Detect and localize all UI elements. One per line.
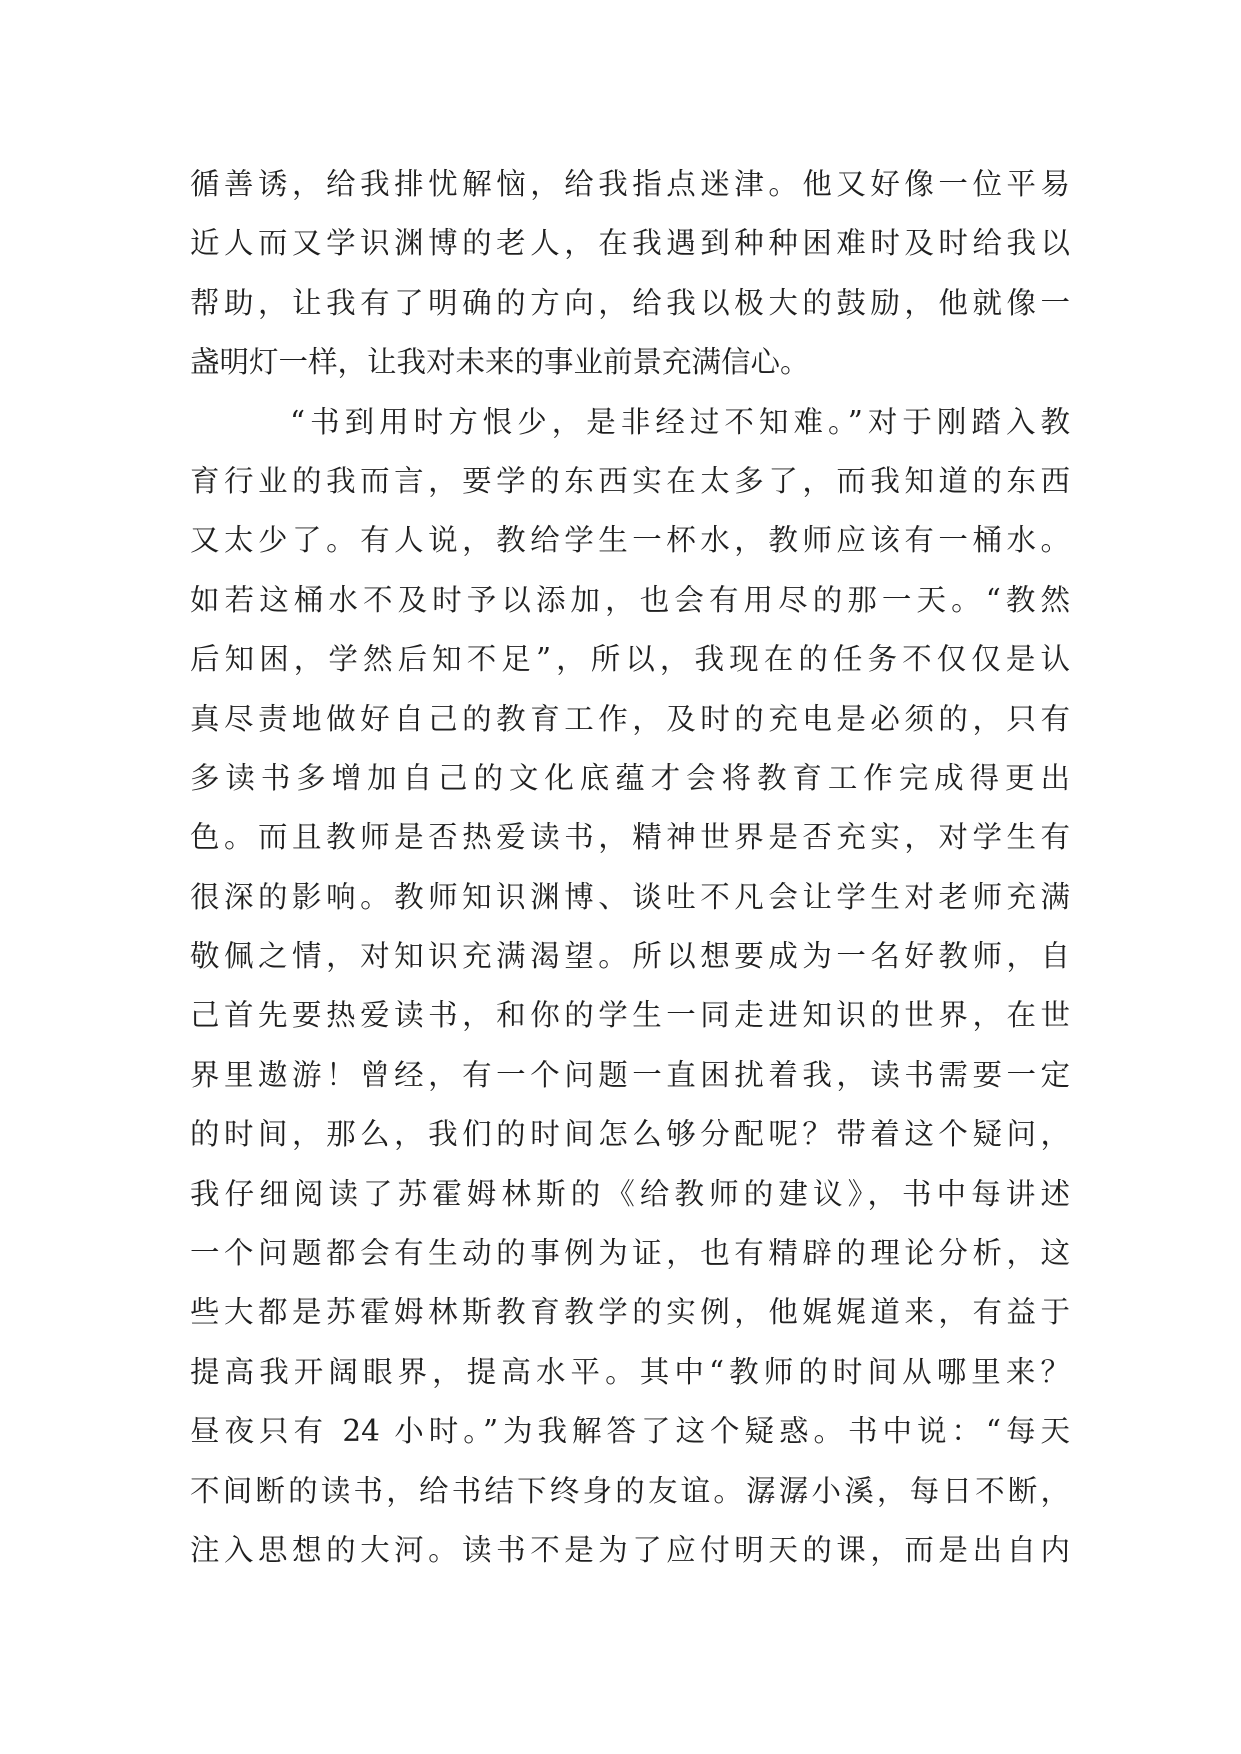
- paragraph-2-line-20: 注入思想的大河。读书不是为了应付明天的课，而是出自内: [190, 1532, 1070, 1567]
- paragraph-2-line-16: 些大都是苏霍姆林斯教育教学的实例，他娓娓道来，有益于: [190, 1295, 1070, 1330]
- paragraph-2-line-14: 我仔细阅读了苏霍姆林斯的《给教师的建议》，书中每讲述: [190, 1176, 1070, 1211]
- paragraph-2-line-11: 己首先要热爱读书，和你的学生一同走进知识的世界，在世: [190, 998, 1070, 1033]
- paragraph-2-line-15: 一个问题都会有生动的事例为证，也有精辟的理论分析，这: [190, 1236, 1070, 1271]
- paragraph-2-line-4: 如若这桶水不及时予以添加，也会有用尽的那一天。“教然: [190, 582, 1070, 617]
- paragraph-2-line-5: 后知困，学然后知不足”，所以，我现在的任务不仅仅是认: [190, 642, 1070, 677]
- paragraph-2-line-19: 不间断的读书，给书结下终身的友谊。潺潺小溪，每日不断，: [190, 1473, 1070, 1508]
- paragraph-2-line-12: 界里遨游！曾经，有一个问题一直困扰着我，读书需要一定: [190, 1057, 1070, 1092]
- paragraph-2-line-7: 多读书多增加自己的文化底蕴才会将教育工作完成得更出: [190, 760, 1070, 795]
- body-text: [190, 155, 1070, 1580]
- paragraph-2-line-18: 昼夜只有 24 小时。”为我解答了这个疑惑。书中说：“每天: [190, 1414, 1070, 1449]
- paragraph-2-line-10: 敬佩之情，对知识充满渴望。所以想要成为一名好教师，自: [190, 939, 1070, 974]
- paragraph-1-line-3: 帮助，让我有了明确的方向，给我以极大的鼓励，他就像一: [190, 285, 1070, 320]
- paragraph-2-line-8: 色。而且教师是否热爱读书，精神世界是否充实，对学生有: [190, 820, 1070, 855]
- paragraph-2-line-6: 真尽责地做好自己的教育工作，及时的充电是必须的，只有: [190, 701, 1070, 736]
- paragraph-2-line-9: 很深的影响。教师知识渊博、谈吐不凡会让学生对老师充满: [190, 879, 1070, 914]
- paragraph-2-line-1: “书到用时方恨少，是非经过不知难。”对于刚踏入教: [290, 404, 1070, 439]
- paragraph-1-line-1: 循善诱，给我排忧解恼，给我指点迷津。他又好像一位平易: [190, 167, 1070, 201]
- paragraph-1-line-4: 盏明灯一样，让我对未来的事业前景充满信心。: [190, 345, 810, 380]
- paragraph-2-line-13: 的时间，那么，我们的时间怎么够分配呢？带着这个疑问，: [190, 1117, 1070, 1152]
- paragraph-2-line-17: 提高我开阔眼界，提高水平。其中“教师的时间从哪里来？: [190, 1354, 1070, 1389]
- paragraph-1-line-2: 近人而又学识渊博的老人，在我遇到种种困难时及时给我以: [190, 226, 1070, 261]
- paragraph-2-line-3: 又太少了。有人说，教给学生一杯水，教师应该有一桶水。: [190, 523, 1070, 558]
- paragraph-2-line-2: 育行业的我而言，要学的东西实在太多了，而我知道的东西: [190, 463, 1070, 498]
